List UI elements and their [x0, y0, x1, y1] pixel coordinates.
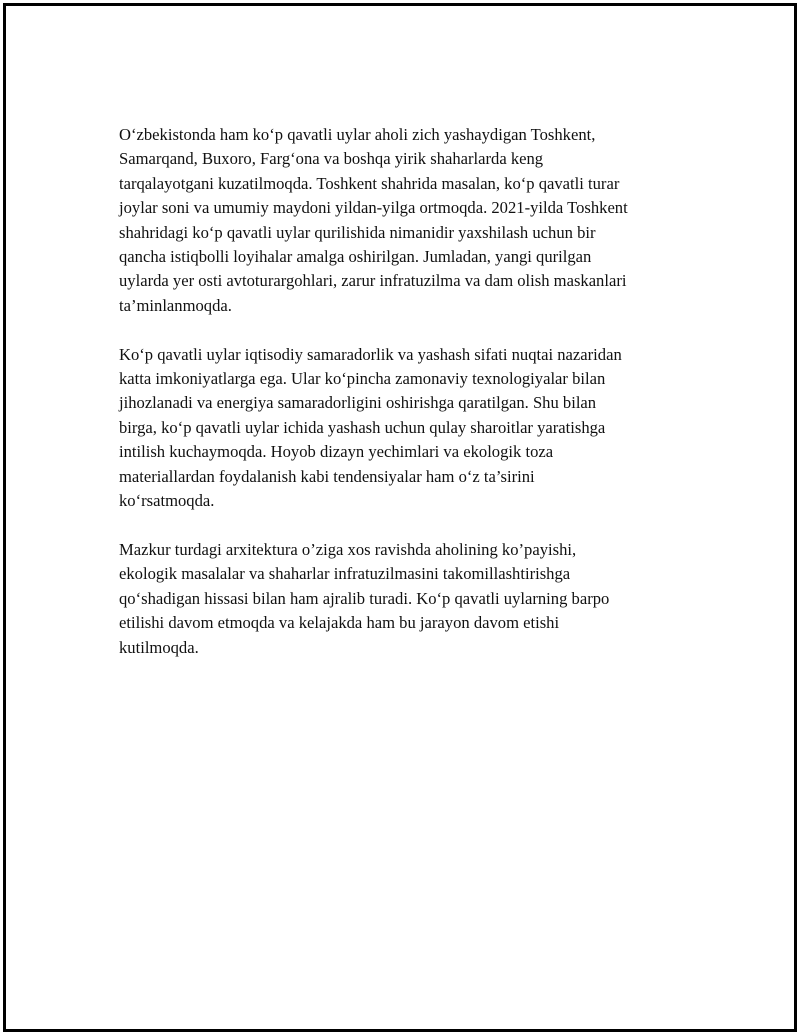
text-line: materiallardan foydalanish kabi tendensiyalar ham o‘z ta’sirini [119, 466, 535, 486]
text-line: etilishi davom etmoqda va kelajakda ham bu jarayon davom etishi [119, 613, 560, 633]
text-line: Samarqand, Buxoro, Farg‘ona va boshqa yirik shaharlarda keng [119, 149, 544, 169]
text-line: kutilmoqda. [119, 637, 199, 657]
text-line: ko‘rsatmoqda. [119, 491, 215, 511]
text-line: uylarda yer osti avtoturargohlari, zarur infratuzilma va dam olish maskanlari [119, 271, 627, 291]
text-line: Mazkur turdagi arxitektura o’ziga xos ravishda aholining ko’payishi, [119, 539, 577, 559]
text-line: qo‘shadigan hissasi bilan ham ajralib turadi. Ko‘p qavatli uylarning barpo [119, 588, 610, 608]
text-line: joylar soni va umumiy maydoni yildan-yilga ortmoqda. 2021-yilda Toshkent [119, 198, 628, 218]
text-line: ekologik masalalar va shaharlar infratuzilmasini takomillashtirishga [119, 564, 571, 584]
text-line: shahridagi ko‘p qavatli uylar qurilishida nimanidir yaxshilash uchun bir [119, 222, 596, 242]
text-line: birga, ko‘p qavatli uylar ichida yashash uchun qulay sharoitlar yaratishga [119, 417, 606, 437]
paragraph-2 [119, 343, 659, 514]
paragraph-3 [119, 538, 659, 660]
text-line: Ko‘p qavatli uylar iqtisodiy samaradorlik va yashash sifati nuqtai nazaridan [119, 344, 622, 364]
text-line: jihozlanadi va energiya samaradorligini oshirishga qaratilgan. Shu bilan [119, 393, 597, 413]
page-frame [3, 3, 797, 1032]
text-line: qancha istiqbolli loyihalar amalga oshirilgan. Jumladan, yangi qurilgan [119, 247, 592, 267]
text-line: ta’minlanmoqda. [119, 295, 232, 315]
text-line: tarqalayotgani kuzatilmoqda. Toshkent shahrida masalan, ko‘p qavatli turar [119, 173, 620, 193]
text-line: O‘zbekistonda ham ko‘p qavatli uylar aholi zich yashaydigan Toshkent, [119, 125, 596, 144]
text-line: intilish kuchaymoqda. Hoyob dizayn yechimlari va ekologik toza [119, 442, 554, 462]
text-line: katta imkoniyatlarga ega. Ular ko‘pincha zamonaviy texnologiyalar bilan [119, 369, 606, 389]
document-body [119, 123, 659, 684]
paragraph-1 [119, 123, 659, 318]
